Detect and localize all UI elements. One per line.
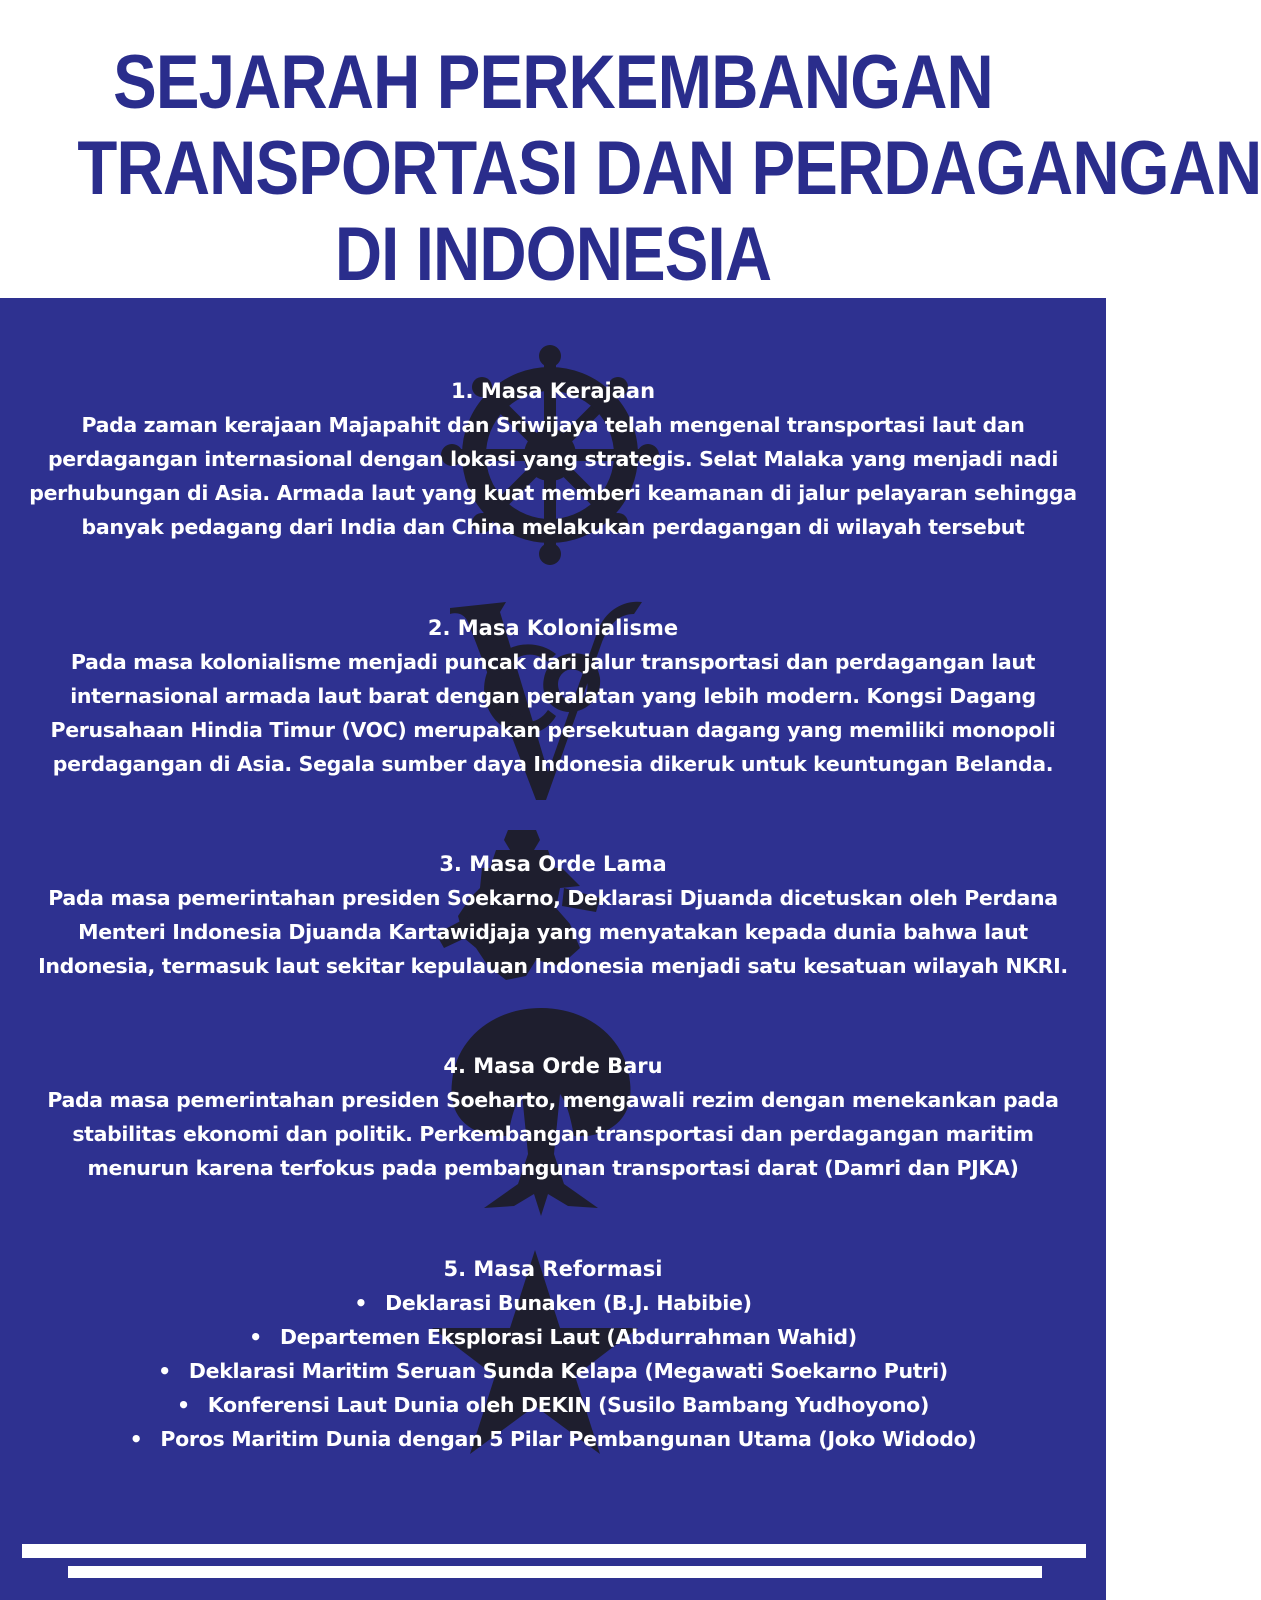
section-masa-orde-baru	[0, 1049, 1106, 1185]
list-item	[0, 1422, 1106, 1456]
body-line: Pada masa kolonialisme menjadi puncak dari jalur transportasi dan perdagangan laut	[70, 650, 1036, 674]
section-heading: 5. Masa Reformasi	[443, 1257, 663, 1281]
section-body	[0, 408, 1106, 544]
bullet-glyph: •	[249, 1325, 262, 1349]
body-line: Perusahaan Hindia Timur (VOC) merupakan persekutuan dagang yang memiliki monopoli	[50, 718, 1056, 742]
body-line: banyak pedagang dari India dan China melakukan perdagangan di wilayah tersebut	[81, 515, 1025, 539]
body-line: perhubungan di Asia. Armada laut yang kuat memberi keamanan di jalur pelayaran sehingga	[29, 481, 1077, 505]
body-line: perdagangan di Asia. Segala sumber daya Indonesia dikeruk untuk keuntungan Belanda.	[52, 752, 1054, 776]
list-item	[0, 1388, 1106, 1422]
body-line: internasional armada laut barat dengan peralatan yang lebih modern. Kongsi Dagang	[70, 684, 1036, 708]
list-item-text: Departemen Eksplorasi Laut (Abdurrahman Wahid)	[279, 1325, 857, 1349]
body-line: menurun karena terfokus pada pembangunan transportasi darat (Damri dan PJKA)	[87, 1156, 1019, 1180]
page-title-line-2: TRANSPORTASI DAN PERDAGANGAN	[77, 126, 1261, 211]
list-item	[0, 1320, 1106, 1354]
footer-divider-top	[22, 1544, 1086, 1558]
page-title-line-1: SEJARAH PERKEMBANGAN	[113, 40, 993, 125]
bullet-glyph: •	[158, 1359, 171, 1383]
section-heading: 4. Masa Orde Baru	[443, 1054, 663, 1078]
body-line: Pada masa pemerintahan presiden Soekarno, Deklarasi Djuanda dicetuskan oleh Perdana	[48, 886, 1058, 910]
body-line: Pada zaman kerajaan Majapahit dan Sriwijaya telah mengenal transportasi laut dan	[81, 413, 1025, 437]
section-masa-reformasi	[0, 1252, 1106, 1456]
bullet-glyph: •	[129, 1427, 143, 1451]
section-heading: 3. Masa Orde Lama	[439, 852, 667, 876]
reformasi-list	[0, 1286, 1106, 1456]
page-title-line-3: DI INDONESIA	[334, 212, 772, 297]
header	[0, 0, 1261, 298]
list-item-text: Deklarasi Maritim Seruan Sunda Kelapa (Megawati Soekarno Putri)	[188, 1359, 948, 1383]
body-line: perdagangan internasional dengan lokasi yang strategis. Selat Malaka yang menjadi nadi	[47, 447, 1059, 471]
section-body	[0, 1083, 1106, 1185]
section-masa-kolonialisme	[0, 611, 1106, 781]
section-masa-kerajaan	[0, 374, 1106, 544]
section-body	[0, 881, 1106, 983]
section-masa-orde-lama	[0, 847, 1106, 983]
body-line: stabilitas ekonomi dan politik. Perkembangan transportasi dan perdagangan maritim	[72, 1122, 1034, 1146]
section-heading: 2. Masa Kolonialisme	[427, 616, 679, 640]
list-item	[0, 1354, 1106, 1388]
section-body	[0, 645, 1106, 781]
bullet-glyph: •	[354, 1291, 368, 1315]
list-item-text: Poros Maritim Dunia dengan 5 Pilar Pembangunan Utama (Joko Widodo)	[160, 1427, 977, 1451]
content-panel	[0, 298, 1106, 1600]
body-line: Pada masa pemerintahan presiden Soeharto, mengawali rezim dengan menekankan pada	[47, 1088, 1059, 1112]
section-heading: 1. Masa Kerajaan	[450, 379, 656, 403]
body-line: Indonesia, termasuk laut sekitar kepulauan Indonesia menjadi satu kesatuan wilayah NKRI.	[38, 954, 1068, 978]
list-item-text: Deklarasi Bunaken (B.J. Habibie)	[385, 1291, 752, 1315]
bullet-glyph: •	[176, 1393, 190, 1417]
list-item-text: Konferensi Laut Dunia oleh DEKIN (Susilo Bambang Yudhoyono)	[207, 1393, 930, 1417]
body-line: Menteri Indonesia Djuanda Kartawidjaja yang menyatakan kepada dunia bahwa laut	[78, 920, 1028, 944]
list-item	[0, 1286, 1106, 1320]
footer-divider-bottom	[68, 1566, 1042, 1578]
